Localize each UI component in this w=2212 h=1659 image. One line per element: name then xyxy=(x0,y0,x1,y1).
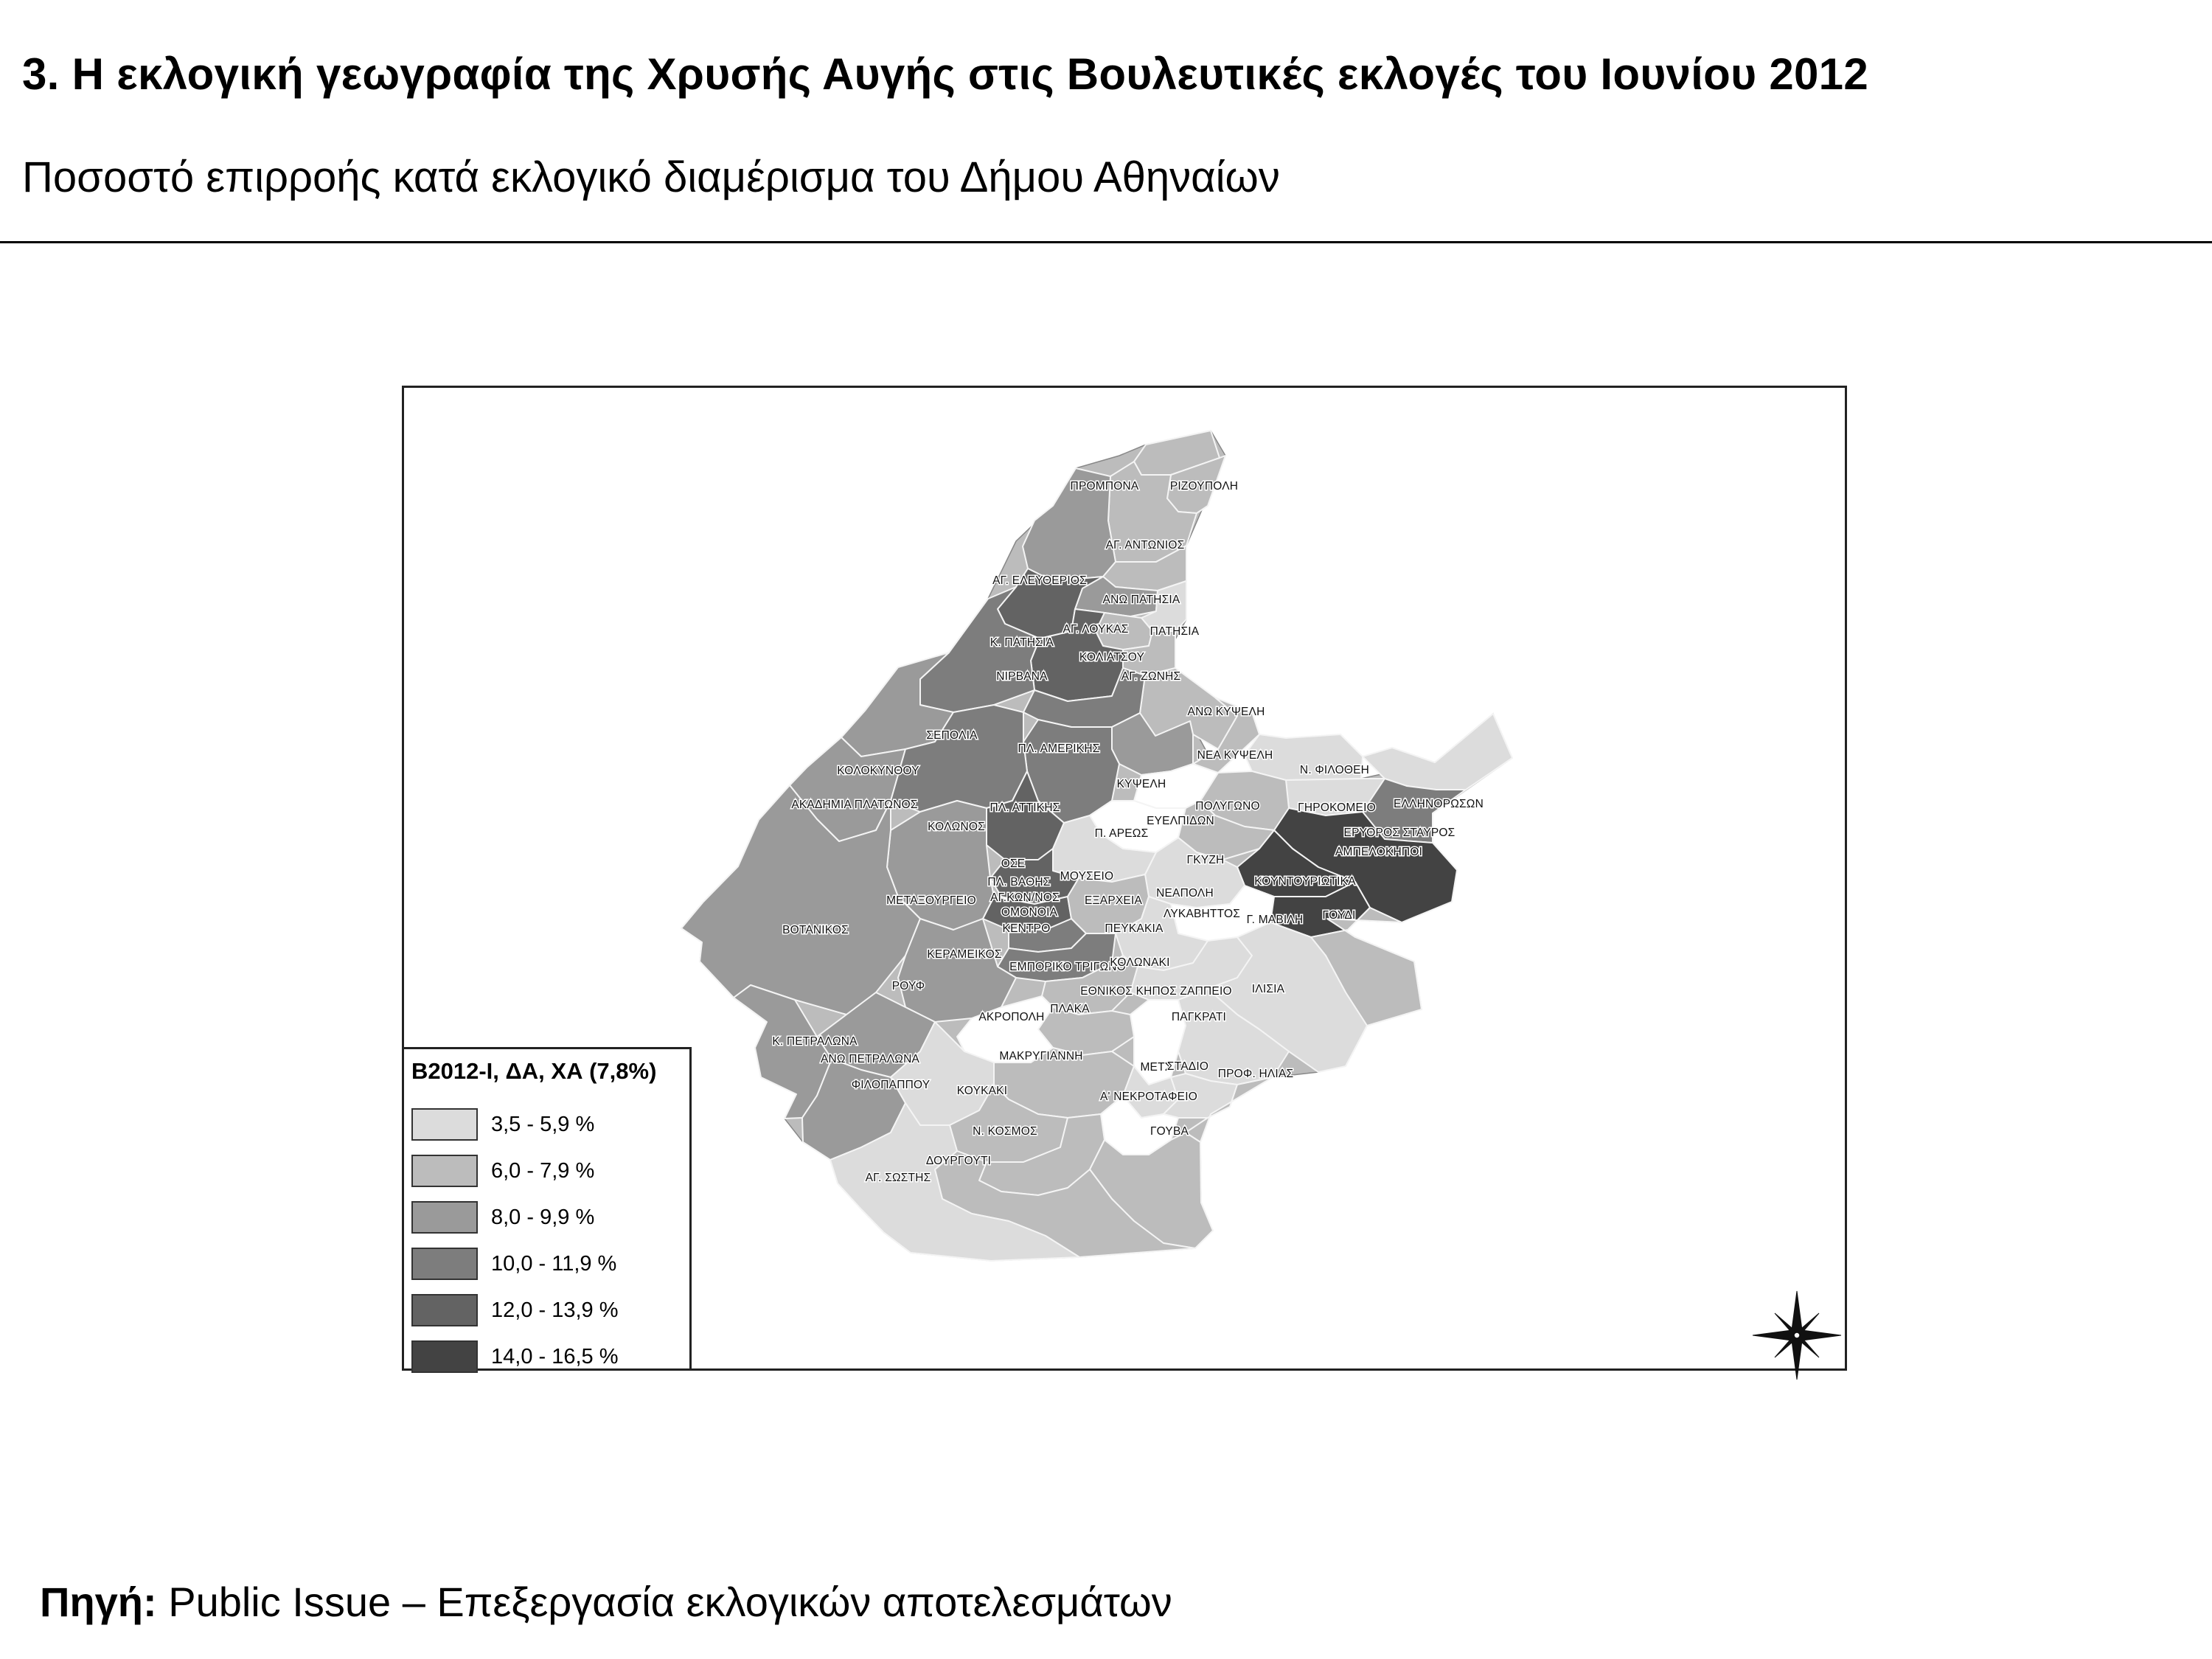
district-label: ΚΟΥΝΤΟΥΡΙΩΤΙΚΑ xyxy=(1254,875,1356,888)
legend-row xyxy=(411,1155,684,1193)
district-label: ΕΡΥΘΡΟΣ ΣΤΑΥΡΟΣ xyxy=(1343,827,1455,839)
legend-label: 8,0 - 9,9 % xyxy=(491,1206,595,1229)
district-label: ΜΑΚΡΥΓΙΑΝΝΗ xyxy=(999,1050,1083,1062)
district-label: ΑΓ. ΑΝΤΩΝΙΟΣ xyxy=(1105,539,1185,552)
district-label: ΑΓ. ΛΟΥΚΑΣ xyxy=(1062,623,1129,636)
district-label: ΛΥΚΑΒΗΤΤΟΣ xyxy=(1163,908,1241,920)
legend-row xyxy=(411,1340,684,1379)
district-label: ΕΘΝΙΚΟΣ ΚΗΠΟΣ ΖΑΠΠΕΙΟ xyxy=(1080,985,1232,998)
district-label: ΡΙΖΟΥΠΟΛΗ xyxy=(1169,480,1239,493)
district-label: ΙΛΙΣΙΑ xyxy=(1251,983,1285,995)
legend-label: 3,5 - 5,9 % xyxy=(491,1113,595,1136)
legend-label: 14,0 - 16,5 % xyxy=(491,1345,619,1368)
district-label: ΝΕΑΠΟΛΗ xyxy=(1156,887,1214,900)
legend-label: 12,0 - 13,9 % xyxy=(491,1298,619,1322)
district-label: Κ. ΠΑΤΗΣΙΑ xyxy=(990,636,1054,649)
district-label: ΓΟΥΒΑ xyxy=(1150,1125,1189,1138)
district-label: ΕΞΑΡΧΕΙΑ xyxy=(1084,894,1143,907)
legend-swatch xyxy=(411,1340,478,1373)
legend-swatch xyxy=(411,1155,478,1187)
district-label: ΠΡΟΜΠΟΝΑ xyxy=(1070,480,1139,493)
source-text: Public Issue – Επεξεργασία εκλογικών αποτελεσμάτων xyxy=(168,1579,1172,1625)
header-divider xyxy=(0,241,2212,243)
district-label: Ν. ΚΟΣΜΟΣ xyxy=(973,1125,1037,1138)
legend-row xyxy=(411,1108,684,1147)
district-label: ΝΙΡΒΑΝΑ xyxy=(996,670,1048,683)
district-label: ΦΙΛΟΠΑΠΠΟΥ xyxy=(851,1079,931,1091)
source-label: Πηγή: xyxy=(40,1579,157,1625)
district-label: ΟΣΕ xyxy=(1001,858,1026,870)
compass-rose-icon xyxy=(1749,1287,1845,1383)
district-label: ΜΟΥΣΕΙΟ xyxy=(1060,870,1114,883)
legend-title: B2012-I, ΔΑ, ΧΑ (7,8%) xyxy=(411,1058,657,1084)
district-label: ΑΓ. ΕΛΕΥΘΕΡΙΟΣ xyxy=(992,574,1087,587)
legend-swatch xyxy=(411,1248,478,1280)
district-label: ΝΕΑ ΚΥΨΕΛΗ xyxy=(1197,749,1273,762)
legend-row xyxy=(411,1294,684,1332)
district-label: ΠΛΑΚΑ xyxy=(1050,1003,1090,1015)
district-label: ΡΟΥΦ xyxy=(891,980,925,992)
district-label: ΓΟΥΔΙ xyxy=(1322,909,1356,922)
district-label: ΚΟΛΩΝΟΣ xyxy=(928,821,985,833)
district-label: ΑΜΠΕΛΟΚΗΠΟΙ xyxy=(1335,846,1423,858)
district-label: ΑΓ. ΖΩΝΗΣ xyxy=(1121,670,1181,683)
district-label: ΣΕΠΟΛΙΑ xyxy=(926,729,978,742)
district-label: ΠΛ. ΑΜΕΡΙΚΗΣ xyxy=(1018,742,1100,755)
district-label: ΠΕΥΚΑΚΙΑ xyxy=(1105,922,1164,935)
map-frame xyxy=(402,386,1847,1371)
district-label: ΑΚΡΟΠΟΛΗ xyxy=(978,1011,1045,1023)
district-label: ΕΛΛΗΝΟΡΩΣΩΝ xyxy=(1394,798,1484,810)
district-label: ΔΟΥΡΓΟΥΤΙ xyxy=(925,1155,992,1167)
district-label: ΑΝΩ ΚΥΨΕΛΗ xyxy=(1187,706,1265,718)
district-label: ΚΥΨΕΛΗ xyxy=(1116,778,1166,790)
district-label: ΠΑΤΗΣΙΑ xyxy=(1150,625,1200,638)
district-label: ΚΟΛΟΚΥΝΘΟΥ xyxy=(837,765,919,777)
district-label: ΚΕΡΑΜΕΙΚΟΣ xyxy=(927,948,1002,961)
legend-swatch xyxy=(411,1294,478,1326)
map-legend xyxy=(404,1047,692,1368)
district-label: ΑΓ. ΣΩΣΤΗΣ xyxy=(865,1172,931,1184)
district-βοτανικος xyxy=(681,785,920,1015)
district-label: ΠΛ. ΑΤΤΙΚΗΣ xyxy=(990,801,1060,814)
district-label: ΓΗΡΟΚΟΜΕΙΟ xyxy=(1298,801,1376,814)
district-label: ΠΛ. ΒΑΘΗΣ xyxy=(987,876,1051,888)
district-label: Γ. ΜΑΒΙΛΗ xyxy=(1246,914,1304,926)
legend-swatch xyxy=(411,1201,478,1234)
legend-label: 10,0 - 11,9 % xyxy=(491,1252,617,1276)
district-label: ΜΕΤΑΞΟΥΡΓΕΙΟ xyxy=(886,894,976,907)
district-label: ΠΑΓΚΡΑΤΙ xyxy=(1171,1011,1227,1023)
district-label: Κ. ΠΕΤΡΑΛΩΝΑ xyxy=(772,1035,858,1048)
district-label: ΜΕΤΣ xyxy=(1140,1061,1172,1074)
district-label: ΕΜΠΟΡΙΚΟ ΤΡΙΓΩΝΟ xyxy=(1009,961,1126,973)
district-label: ΑΝΩ ΠΑΤΗΣΙΑ xyxy=(1102,594,1180,606)
district-label: ΟΜΟΝΟΙΑ xyxy=(1001,906,1058,919)
district-label: ΕΥΕΛΠΙΔΩΝ xyxy=(1147,815,1214,827)
page-title: 3. Η εκλογική γεωγραφία της Χρυσής Αυγής στις Βουλευτικές εκλογές του Ιουνίου 2012 xyxy=(22,49,1868,99)
district-label: ΒΟΤΑΝΙΚΟΣ xyxy=(782,924,849,936)
district-label: ΣΤΑΔΙΟ xyxy=(1166,1060,1209,1073)
district-label: ΠΟΛΥΓΩΝΟ xyxy=(1195,800,1260,813)
district-label: ΚΕΝΤΡΟ xyxy=(1002,922,1051,935)
district-label: Α' ΝΕΚΡΟΤΑΦΕΙΟ xyxy=(1100,1091,1197,1103)
district-label: ΓΚΥΖΗ xyxy=(1186,854,1225,866)
district-label: ΚΟΛΙΑΤΣΟΥ xyxy=(1079,651,1145,664)
district-label: Π. ΑΡΕΩΣ xyxy=(1094,827,1149,840)
legend-swatch xyxy=(411,1108,478,1141)
page-subtitle: Ποσοστό επιρροής κατά εκλογικό διαμέρισμα του Δήμου Αθηναίων xyxy=(22,153,1280,201)
district-label: ΑΝΩ ΠΕΤΡΑΛΩΝΑ xyxy=(820,1053,920,1065)
district-label: ΑΚΑΔΗΜΙΑ ΠΛΑΤΩΝΟΣ xyxy=(791,799,918,811)
source-note xyxy=(40,1578,1172,1626)
district-label: ΑΓ.ΚΩΝ/ΝΟΣ xyxy=(990,891,1060,904)
district-label: Ν. ΦΙΛΟΘΕΗ xyxy=(1299,764,1370,776)
legend-row xyxy=(411,1201,684,1239)
district-label: ΠΡΟΦ. ΗΛΙΑΣ xyxy=(1217,1068,1294,1080)
district-label: ΚΟΛΩΝΑΚΙ xyxy=(1110,956,1170,969)
legend-row xyxy=(411,1248,684,1286)
legend-label: 6,0 - 7,9 % xyxy=(491,1159,595,1183)
district-label: ΚΟΥΚΑΚΙ xyxy=(956,1085,1008,1097)
